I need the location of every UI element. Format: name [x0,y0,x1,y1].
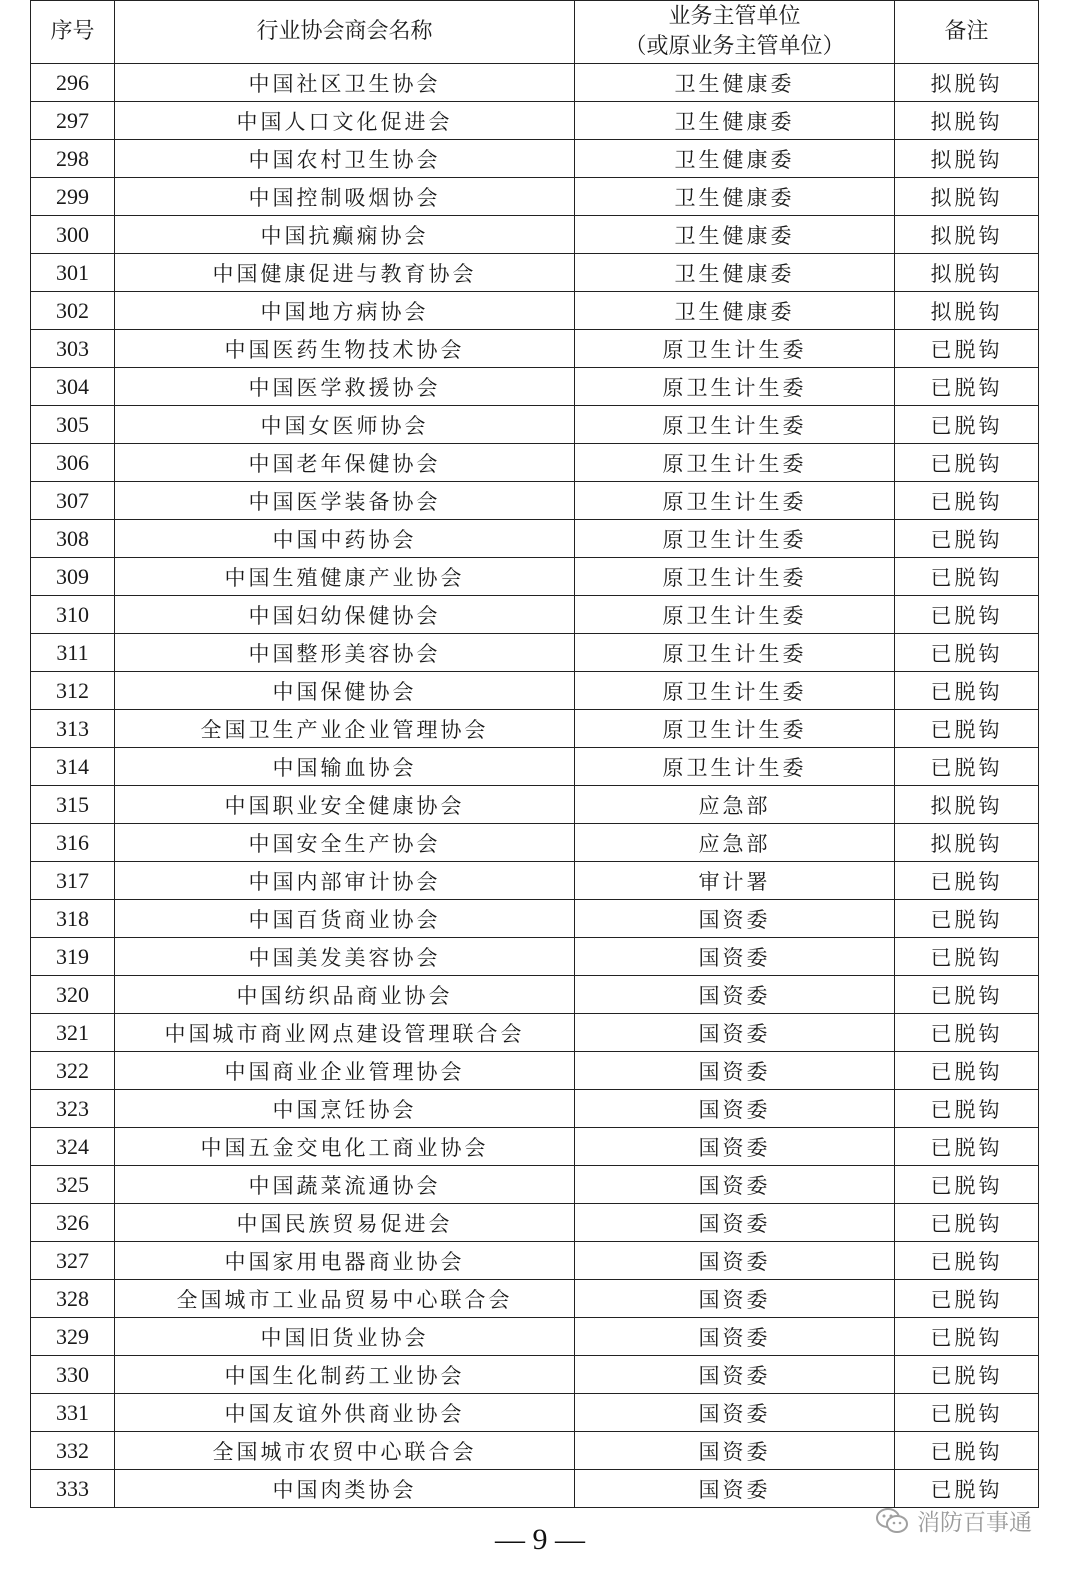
row-remark: 已脱钩 [895,976,1039,1014]
row-supervisor: 国资委 [575,1280,895,1318]
table-row [31,368,1039,406]
row-index: 314 [31,748,115,786]
row-association-name: 中国保健协会 [115,672,575,710]
table-row [31,1204,1039,1242]
row-index: 311 [31,634,115,672]
row-association-name: 中国五金交电化工商业协会 [115,1128,575,1166]
row-supervisor: 原卫生计生委 [575,520,895,558]
row-remark: 拟脱钩 [895,140,1039,178]
row-association-name: 中国百货商业协会 [115,900,575,938]
row-index: 329 [31,1318,115,1356]
page-number: — 9 — [495,1523,585,1556]
row-remark: 已脱钩 [895,1166,1039,1204]
row-association-name: 中国医学救援协会 [115,368,575,406]
row-supervisor: 原卫生计生委 [575,444,895,482]
row-association-name: 中国妇幼保健协会 [115,596,575,634]
table-row [31,140,1039,178]
row-supervisor: 卫生健康委 [575,140,895,178]
row-supervisor: 国资委 [575,1128,895,1166]
row-association-name: 中国友谊外供商业协会 [115,1394,575,1432]
row-remark: 已脱钩 [895,1014,1039,1052]
row-association-name: 中国旧货业协会 [115,1318,575,1356]
table-row [31,1470,1039,1508]
table-row [31,254,1039,292]
table-row [31,1432,1039,1470]
row-association-name: 中国肉类协会 [115,1470,575,1508]
table-row [31,596,1039,634]
row-remark: 已脱钩 [895,900,1039,938]
row-association-name: 中国输血协会 [115,748,575,786]
row-supervisor: 国资委 [575,1166,895,1204]
row-index: 324 [31,1128,115,1166]
row-supervisor: 国资委 [575,1242,895,1280]
table-row [31,482,1039,520]
row-supervisor: 卫生健康委 [575,102,895,140]
row-index: 300 [31,216,115,254]
row-association-name: 中国人口文化促进会 [115,102,575,140]
row-supervisor: 国资委 [575,1432,895,1470]
table-row [31,672,1039,710]
row-remark: 已脱钩 [895,330,1039,368]
row-index: 316 [31,824,115,862]
row-supervisor: 国资委 [575,1394,895,1432]
row-supervisor: 应急部 [575,824,895,862]
row-index: 298 [31,140,115,178]
row-supervisor: 原卫生计生委 [575,710,895,748]
row-index: 333 [31,1470,115,1508]
association-table [30,0,1039,1508]
row-remark: 已脱钩 [895,748,1039,786]
row-supervisor: 卫生健康委 [575,216,895,254]
row-remark: 已脱钩 [895,1090,1039,1128]
row-remark: 拟脱钩 [895,254,1039,292]
row-remark: 已脱钩 [895,1204,1039,1242]
row-supervisor: 原卫生计生委 [575,558,895,596]
table-row [31,1242,1039,1280]
row-index: 321 [31,1014,115,1052]
header-supervisor-line2: （或原业务主管单位） [624,34,845,59]
table-row [31,710,1039,748]
row-index: 322 [31,1052,115,1090]
row-remark: 已脱钩 [895,938,1039,976]
row-supervisor: 卫生健康委 [575,254,895,292]
row-remark: 已脱钩 [895,1432,1039,1470]
row-supervisor: 原卫生计生委 [575,634,895,672]
row-index: 323 [31,1090,115,1128]
table-row [31,520,1039,558]
table-row [31,292,1039,330]
row-index: 328 [31,1280,115,1318]
table-row [31,330,1039,368]
row-association-name: 中国医药生物技术协会 [115,330,575,368]
row-association-name: 中国城市商业网点建设管理联合会 [115,1014,575,1052]
row-supervisor: 国资委 [575,976,895,1014]
table-row [31,634,1039,672]
table-row [31,558,1039,596]
table-row [31,178,1039,216]
row-supervisor: 原卫生计生委 [575,330,895,368]
row-supervisor: 原卫生计生委 [575,596,895,634]
row-association-name: 中国医学装备协会 [115,482,575,520]
row-index: 299 [31,178,115,216]
row-supervisor: 原卫生计生委 [575,368,895,406]
row-index: 297 [31,102,115,140]
row-supervisor: 国资委 [575,938,895,976]
table-row [31,1014,1039,1052]
table-row [31,900,1039,938]
table-row [31,1090,1039,1128]
row-supervisor: 国资委 [575,1014,895,1052]
row-supervisor: 审计署 [575,862,895,900]
row-index: 305 [31,406,115,444]
row-supervisor: 国资委 [575,1204,895,1242]
row-supervisor: 卫生健康委 [575,292,895,330]
row-remark: 已脱钩 [895,596,1039,634]
row-index: 309 [31,558,115,596]
header-remark: 备注 [895,1,1039,64]
row-index: 307 [31,482,115,520]
row-index: 327 [31,1242,115,1280]
row-remark: 已脱钩 [895,710,1039,748]
table-row [31,406,1039,444]
row-remark: 已脱钩 [895,406,1039,444]
table-row [31,1318,1039,1356]
row-remark: 拟脱钩 [895,292,1039,330]
table-row [31,938,1039,976]
row-index: 296 [31,64,115,102]
row-remark: 已脱钩 [895,672,1039,710]
row-index: 318 [31,900,115,938]
row-remark: 已脱钩 [895,1280,1039,1318]
row-supervisor: 原卫生计生委 [575,482,895,520]
table-row [31,444,1039,482]
table-row [31,1052,1039,1090]
row-association-name: 中国抗癫痫协会 [115,216,575,254]
row-index: 319 [31,938,115,976]
row-index: 306 [31,444,115,482]
table-row [31,1166,1039,1204]
row-association-name: 中国纺织品商业协会 [115,976,575,1014]
row-association-name: 中国生殖健康产业协会 [115,558,575,596]
watermark-text: 消防百事通 [917,1510,1032,1536]
table-row [31,1394,1039,1432]
row-index: 313 [31,710,115,748]
row-supervisor: 国资委 [575,1052,895,1090]
row-association-name: 中国中药协会 [115,520,575,558]
row-index: 304 [31,368,115,406]
table-header-row [31,1,1039,64]
row-index: 326 [31,1204,115,1242]
table-row [31,748,1039,786]
row-association-name: 中国地方病协会 [115,292,575,330]
row-remark: 已脱钩 [895,482,1039,520]
row-index: 303 [31,330,115,368]
row-supervisor: 国资委 [575,1090,895,1128]
table-row [31,976,1039,1014]
row-remark: 已脱钩 [895,558,1039,596]
row-index: 332 [31,1432,115,1470]
row-remark: 拟脱钩 [895,216,1039,254]
row-index: 302 [31,292,115,330]
row-remark: 已脱钩 [895,1318,1039,1356]
row-remark: 拟脱钩 [895,102,1039,140]
row-association-name: 中国商业企业管理协会 [115,1052,575,1090]
table-row [31,1280,1039,1318]
row-association-name: 全国城市农贸中心联合会 [115,1432,575,1470]
row-association-name: 全国城市工业品贸易中心联合会 [115,1280,575,1318]
table-row [31,824,1039,862]
row-remark: 已脱钩 [895,1394,1039,1432]
row-association-name: 中国社区卫生协会 [115,64,575,102]
row-remark: 拟脱钩 [895,824,1039,862]
row-association-name: 中国老年保健协会 [115,444,575,482]
row-supervisor: 卫生健康委 [575,178,895,216]
row-index: 308 [31,520,115,558]
header-supervisor [575,1,895,64]
row-association-name: 全国卫生产业企业管理协会 [115,710,575,748]
wechat-icon [875,1507,909,1535]
row-association-name: 中国整形美容协会 [115,634,575,672]
row-association-name: 中国内部审计协会 [115,862,575,900]
row-index: 312 [31,672,115,710]
row-remark: 拟脱钩 [895,786,1039,824]
row-remark: 已脱钩 [895,862,1039,900]
row-association-name: 中国农村卫生协会 [115,140,575,178]
row-association-name: 中国美发美容协会 [115,938,575,976]
row-supervisor: 国资委 [575,900,895,938]
row-index: 310 [31,596,115,634]
row-association-name: 中国职业安全健康协会 [115,786,575,824]
row-index: 325 [31,1166,115,1204]
row-association-name: 中国控制吸烟协会 [115,178,575,216]
header-name: 行业协会商会名称 [115,1,575,64]
row-remark: 已脱钩 [895,368,1039,406]
row-association-name: 中国安全生产协会 [115,824,575,862]
header-index: 序号 [31,1,115,64]
row-supervisor: 应急部 [575,786,895,824]
row-remark: 已脱钩 [895,634,1039,672]
row-association-name: 中国蔬菜流通协会 [115,1166,575,1204]
table-row [31,216,1039,254]
row-remark: 已脱钩 [895,1052,1039,1090]
row-index: 320 [31,976,115,1014]
table-row [31,102,1039,140]
row-remark: 已脱钩 [895,520,1039,558]
row-index: 301 [31,254,115,292]
watermark [875,1504,1032,1537]
row-association-name: 中国生化制药工业协会 [115,1356,575,1394]
table-row [31,64,1039,102]
table-row [31,1128,1039,1166]
row-remark: 已脱钩 [895,1470,1039,1508]
table-row [31,786,1039,824]
row-remark: 已脱钩 [895,444,1039,482]
header-supervisor-line1: 业务主管单位 [668,4,801,29]
row-index: 331 [31,1394,115,1432]
row-supervisor: 国资委 [575,1318,895,1356]
row-association-name: 中国健康促进与教育协会 [115,254,575,292]
row-remark: 已脱钩 [895,1128,1039,1166]
row-supervisor: 原卫生计生委 [575,672,895,710]
row-index: 317 [31,862,115,900]
row-supervisor: 原卫生计生委 [575,748,895,786]
row-supervisor: 国资委 [575,1356,895,1394]
row-remark: 已脱钩 [895,1356,1039,1394]
row-index: 330 [31,1356,115,1394]
table-row [31,862,1039,900]
row-remark: 已脱钩 [895,1242,1039,1280]
row-association-name: 中国家用电器商业协会 [115,1242,575,1280]
row-remark: 拟脱钩 [895,64,1039,102]
row-supervisor: 原卫生计生委 [575,406,895,444]
row-supervisor: 卫生健康委 [575,64,895,102]
row-index: 315 [31,786,115,824]
row-supervisor: 国资委 [575,1470,895,1508]
row-association-name: 中国烹饪协会 [115,1090,575,1128]
row-association-name: 中国民族贸易促进会 [115,1204,575,1242]
row-association-name: 中国女医师协会 [115,406,575,444]
row-remark: 拟脱钩 [895,178,1039,216]
table-row [31,1356,1039,1394]
